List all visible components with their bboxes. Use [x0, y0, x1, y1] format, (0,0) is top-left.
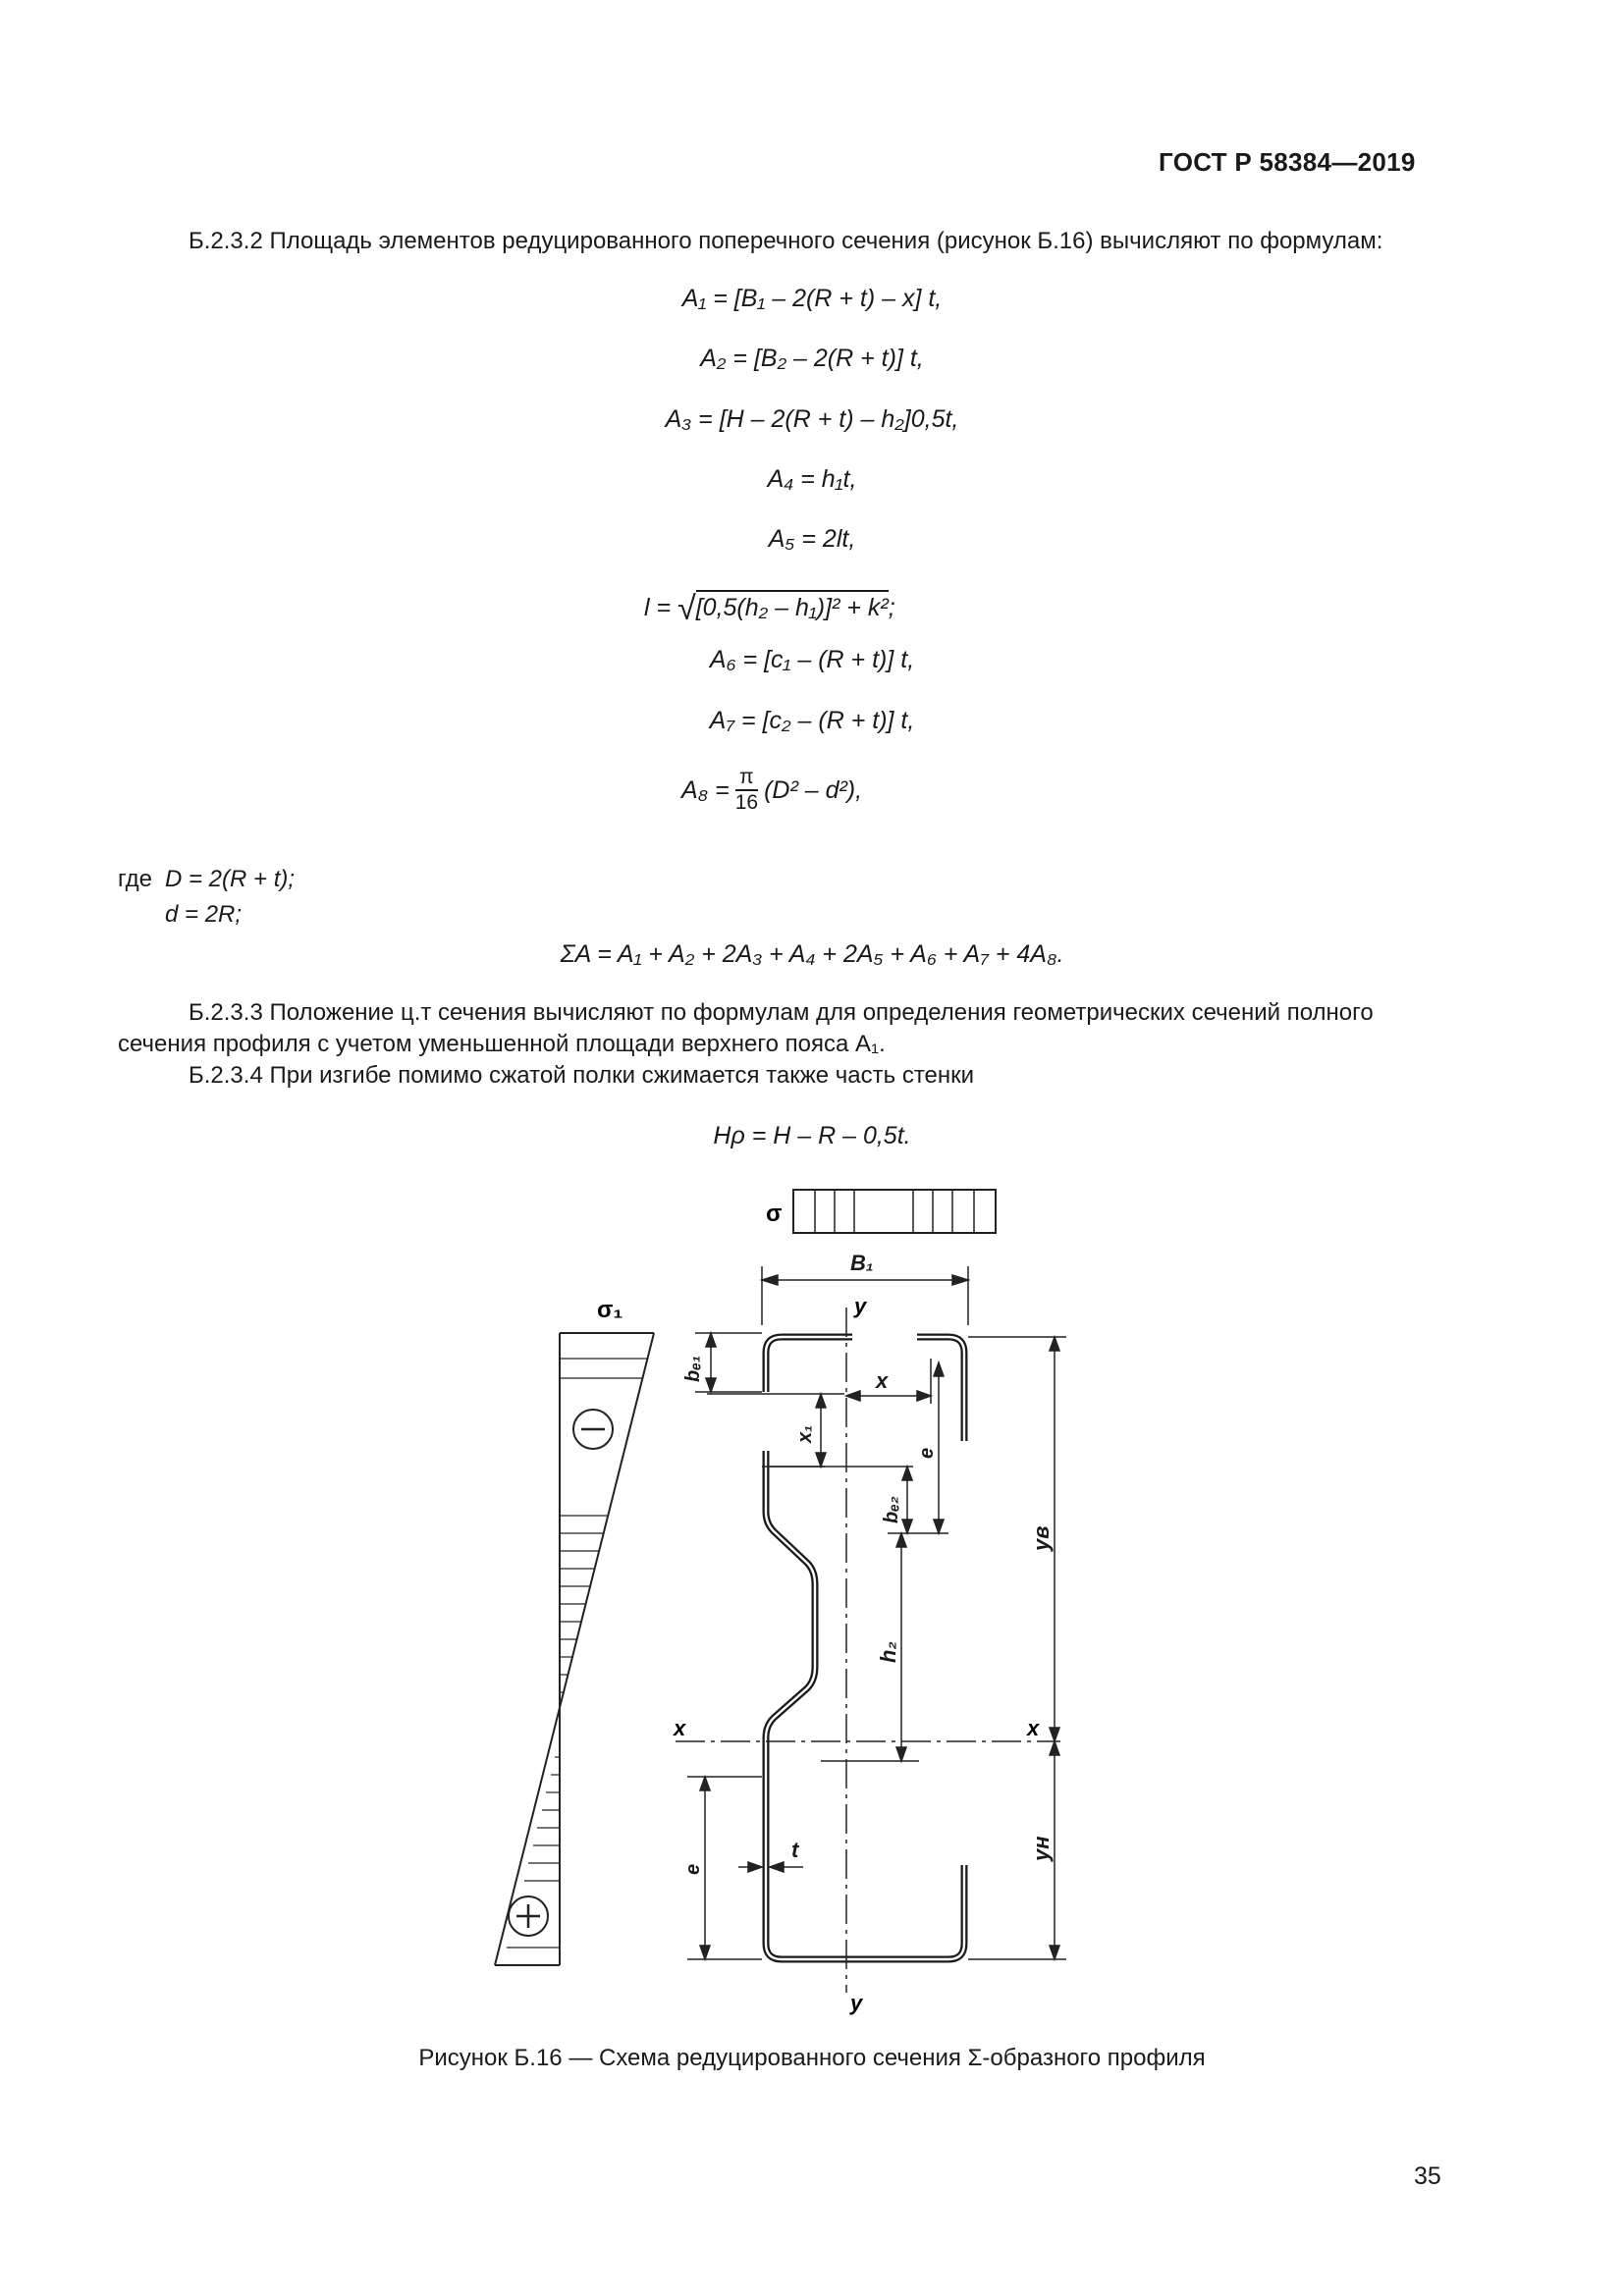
dimension-t: [738, 1838, 803, 1872]
label-yn: yн: [1029, 1836, 1054, 1861]
label-y-top: y: [854, 1294, 867, 1318]
label-x1: x₁: [794, 1424, 816, 1443]
figure-b16: [0, 1168, 1624, 2032]
label-b1: B₁: [850, 1251, 874, 1275]
figure-caption: Рисунок Б.16 — Схема редуцированного сечения Σ-образного профиля: [418, 2045, 1206, 2071]
label-y-bottom: y: [850, 1991, 863, 2015]
fraction-denominator: 16: [734, 791, 759, 814]
formula-a1: A₁ = [B₁ – 2(R + t) – x] t,: [681, 285, 943, 312]
formula-l-radicand: [0,5(h₂ – h₁)]² + k²: [696, 590, 889, 622]
page-number: 35: [1414, 2163, 1441, 2190]
label-x-dim: x: [876, 1368, 889, 1393]
label-yv: yв: [1029, 1525, 1054, 1551]
plus-sign-icon: [509, 1896, 548, 1936]
dimension-e-upper: [916, 1362, 944, 1533]
label-sigma: σ: [766, 1201, 783, 1227]
minus-sign-icon: [573, 1410, 613, 1449]
fraction: [735, 766, 758, 815]
dimension-x: [707, 1359, 931, 1404]
dimension-yv: [968, 1337, 1066, 1741]
formula-l: [644, 586, 895, 627]
formula-a3: A₃ = [H – 2(R + t) – h₂]0,5t,: [665, 405, 959, 433]
stress-block-sigma: [766, 1190, 996, 1233]
label-h2: h₂: [876, 1641, 900, 1663]
paragraph-b234: Б.2.3.4 При изгибе помимо сжатой полки сжимается также часть стенки: [189, 1062, 975, 1089]
formula-a2: A₂ = [B₂ – 2(R + t)] t,: [700, 345, 924, 372]
document-header: ГОСТ Р 58384—2019: [1159, 147, 1416, 177]
where-word: где: [118, 866, 153, 892]
formula-a8: [681, 766, 862, 815]
stress-diagram-sigma1: [495, 1297, 654, 1965]
dimension-x1: [762, 1394, 826, 1467]
label-x-right: x: [1027, 1716, 1040, 1740]
label-e-upper: e: [916, 1447, 938, 1459]
dimension-h2: [821, 1533, 919, 1761]
label-be1: bₑ₁: [682, 1355, 704, 1382]
formula-l-end: ;: [888, 594, 895, 621]
formula-a4: A₄ = h₁t,: [767, 465, 857, 493]
label-x-left: x: [674, 1716, 686, 1740]
label-be2: bₑ₂: [881, 1496, 902, 1523]
formula-a8-rhs: (D² – d²),: [764, 775, 863, 804]
formula-l-lhs: l =: [644, 594, 672, 621]
dimension-yn: [968, 1741, 1066, 1959]
formula-a8-lhs: A₈ =: [681, 775, 730, 804]
formula-a5: A₅ = 2lt,: [768, 525, 856, 553]
sqrt-sign-icon: √: [677, 590, 696, 627]
formula-a6: A₆ = [c₁ – (R + t)] t,: [709, 646, 915, 673]
label-t: t: [791, 1838, 799, 1862]
axis-y: [846, 1294, 868, 2015]
where-D: D = 2(R + t);: [165, 866, 296, 892]
formula-hp: Hρ = H – R – 0,5t.: [713, 1122, 911, 1149]
paragraph-b233: Б.2.3.3 Положение ц.т сечения вычисляют по формулам для определения геометрических сечений полного сечения профиля с учетом уменьшенной площади верхнего пояса A₁.: [118, 999, 1374, 1057]
formula-a7: A₇ = [c₂ – (R + t)] t,: [709, 707, 915, 734]
where-d: d = 2R;: [165, 901, 243, 928]
dimension-be1: [682, 1333, 762, 1392]
axis-x: [673, 1716, 1060, 1741]
label-e-lower: e: [682, 1863, 704, 1875]
label-sigma1: σ₁: [597, 1297, 623, 1323]
formula-sum: ΣA = A₁ + A₂ + 2A₃ + A₄ + 2A₅ + A₆ + A₇ + 4A₈.: [560, 940, 1064, 968]
paragraph-b232: Б.2.3.2 Площадь элементов редуцированного поперечного сечения (рисунок Б.16) вычисляют по формулам:: [189, 228, 1383, 254]
dimension-be2: [770, 1467, 948, 1533]
fraction-numerator: π: [735, 766, 758, 791]
